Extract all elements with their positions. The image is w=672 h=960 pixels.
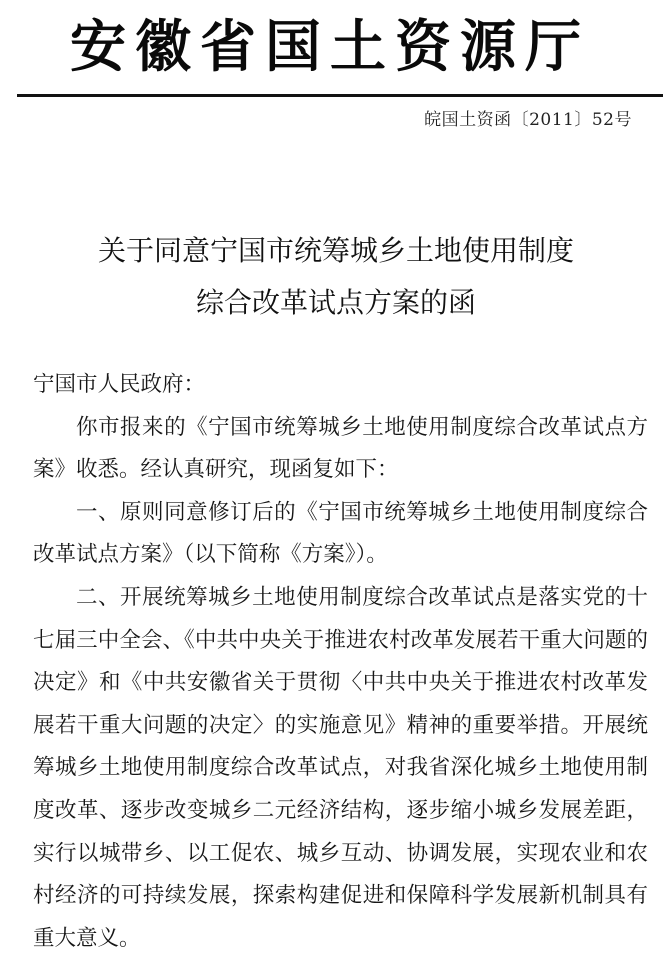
- body-paragraph: 你市报来的《宁国市统筹城乡土地使用制度综合改革试点方案》收悉。经认真研究，现函复如下：: [33, 414, 648, 483]
- document-title: [20, 225, 652, 329]
- letterhead-org-name: 安徽省国土资源厅: [70, 15, 590, 80]
- salutation: 宁国市人民政府：: [33, 372, 206, 397]
- letterhead-divider: [17, 94, 663, 97]
- document-title-line-1: 关于同意宁国市统筹城乡土地使用制度: [97, 234, 574, 267]
- body-paragraph: 二、开展统筹城乡土地使用制度综合改革试点是落实党的十七届三中全会、《中共中央关于推进农村改革发展若干重大问题的决定》和《中共安徽省关于贯彻〈中共中央关于推进农村改革发展若干重大问题的决定〉的实施意见》精神的重要举措。开展统筹城乡土地使用制度综合改革试点，对我省深化城乡土地使用制度改革、逐步改变城乡二元经济结构，逐步缩小城乡发展差距，实行以城带乡、以工促农、城乡互动、协调发展，实现农业和农村经济的可持续发展，探索构建促进和保障科学发展新机制具有重大意义。: [33, 584, 648, 951]
- document-body: [33, 364, 648, 960]
- document-title-line-2: 综合改革试点方案的函: [195, 286, 476, 319]
- body-paragraph: 一、原则同意修订后的《宁国市统筹城乡土地使用制度综合改革试点方案》（以下简称《方案》）。: [33, 499, 648, 568]
- document-number: 皖国土资函〔2011〕52号: [424, 110, 632, 130]
